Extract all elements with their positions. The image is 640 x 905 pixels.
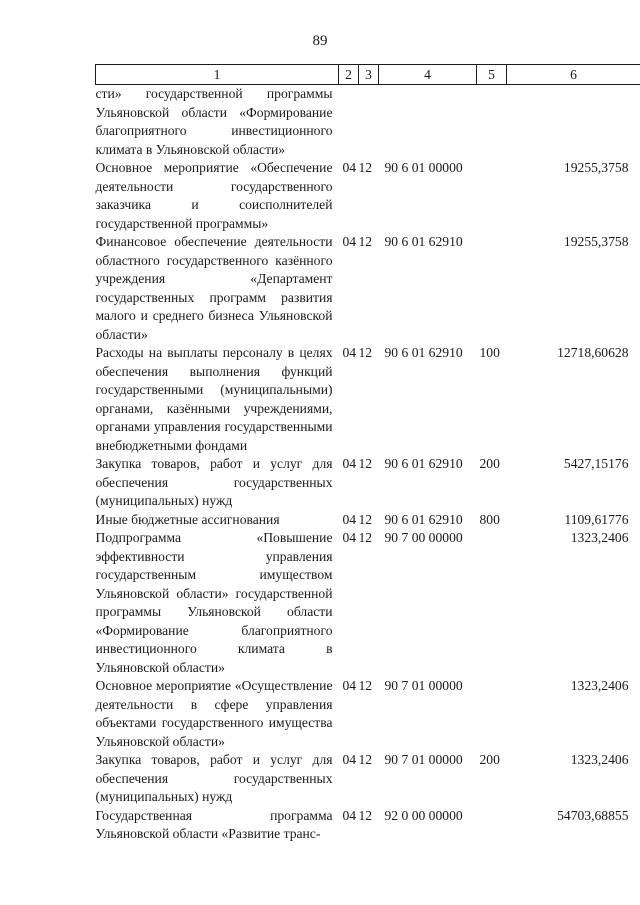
header-col-6: 6 bbox=[507, 65, 640, 85]
row-description: Государственная программа Ульяновской области «Развитие транс- bbox=[95, 807, 333, 841]
row-description: Расходы на выплаты персоналу в целях обеспечения выполнения функций государственными (муниципальными) органами, казёнными учреждениями, органами управления государственными внебюджетными фондами bbox=[95, 345, 333, 453]
header-col-3: 3 bbox=[359, 65, 379, 85]
row-target-code bbox=[379, 85, 477, 160]
row-description: Закупка товаров, работ и услуг для обеспечения государственных (муниципальных) нужд bbox=[95, 456, 333, 508]
row-expense-type bbox=[477, 159, 507, 233]
row-expense-type bbox=[477, 677, 507, 751]
row-target-code: 90 7 01 00000 bbox=[384, 752, 463, 767]
row-section: 04 bbox=[342, 160, 357, 175]
row-amount: 5427,15176 bbox=[563, 456, 629, 471]
row-description: Основное мероприятие «Обеспечение деятельности государственного заказчика и соисполнителей государственной программы» bbox=[95, 160, 333, 231]
row-expense-type: 200 bbox=[479, 752, 500, 767]
row-expense-type bbox=[477, 807, 507, 844]
row-expense-type: 800 bbox=[479, 511, 500, 527]
row-description: Финансовое обеспечение деятельности областного государственного казённого учреждения «Департамент государственных программ развития малого и среднего бизнеса Ульяновской области» bbox=[95, 234, 333, 342]
row-subsection bbox=[359, 85, 379, 160]
row-amount: 1323,2406 bbox=[570, 530, 629, 545]
row-target-code: 92 0 00 00000 bbox=[384, 807, 463, 823]
row-amount: 19255,3758 bbox=[563, 234, 629, 249]
row-subsection: 12 bbox=[358, 678, 373, 693]
row-amount: 12718,60628 bbox=[557, 345, 629, 360]
row-target-code: 90 6 01 62910 bbox=[384, 345, 463, 360]
table-row bbox=[96, 677, 640, 751]
table-row bbox=[96, 455, 640, 511]
row-target-code: 90 6 01 62910 bbox=[384, 456, 463, 471]
header-col-5: 5 bbox=[477, 65, 507, 85]
row-expense-type bbox=[477, 529, 507, 677]
row-section: 04 bbox=[342, 807, 357, 823]
row-target-code: 90 6 01 62910 bbox=[384, 511, 463, 527]
row-target-code: 90 6 01 62910 bbox=[384, 234, 463, 249]
table-row bbox=[96, 159, 640, 233]
row-section: 04 bbox=[342, 234, 357, 249]
table-body bbox=[96, 85, 640, 844]
table-row bbox=[96, 529, 640, 677]
row-target-code: 90 7 00 00000 bbox=[384, 530, 463, 545]
row-subsection: 12 bbox=[358, 234, 373, 249]
row-amount bbox=[507, 85, 640, 160]
row-section: 04 bbox=[342, 511, 357, 527]
row-subsection: 12 bbox=[358, 807, 373, 823]
row-expense-type bbox=[477, 233, 507, 344]
row-target-code: 90 7 01 00000 bbox=[384, 678, 463, 693]
page-number: 89 bbox=[312, 33, 328, 49]
row-expense-type bbox=[477, 85, 507, 160]
row-section bbox=[339, 85, 359, 160]
row-section: 04 bbox=[342, 752, 357, 767]
row-subsection: 12 bbox=[358, 160, 373, 175]
row-expense-type: 200 bbox=[479, 456, 500, 471]
row-description: Закупка товаров, работ и услуг для обеспечения государственных (муниципальных) нужд bbox=[95, 752, 333, 804]
row-subsection: 12 bbox=[358, 752, 373, 767]
row-amount: 54703,68855 bbox=[557, 807, 629, 823]
row-description: Подпрограмма «Повышение эффективности управления государственным имуществом Ульяновской области» государственной программы Ульяновской области «Формирование благоприятного инвестиционного климата в Ульяновской области» bbox=[95, 530, 333, 675]
row-description: Иные бюджетные ассигнования bbox=[95, 511, 280, 527]
row-description: сти» государственной программы Ульяновской области «Формирование благоприятного инвестиционного климата в Ульяновской области» bbox=[95, 86, 333, 157]
row-section: 04 bbox=[342, 345, 357, 360]
row-subsection: 12 bbox=[358, 345, 373, 360]
table-row bbox=[96, 751, 640, 807]
row-subsection: 12 bbox=[358, 511, 373, 527]
table-row bbox=[96, 807, 640, 844]
table-row bbox=[96, 85, 640, 160]
row-amount: 19255,3758 bbox=[563, 160, 629, 175]
row-target-code: 90 6 01 00000 bbox=[384, 160, 463, 175]
row-subsection: 12 bbox=[358, 456, 373, 471]
header-row bbox=[96, 65, 640, 85]
row-amount: 1323,2406 bbox=[570, 678, 629, 693]
row-description: Основное мероприятие «Осуществление деятельности в сфере управления объектами государственного имущества Ульяновской области» bbox=[95, 678, 333, 749]
row-section: 04 bbox=[342, 456, 357, 471]
header-col-1: 1 bbox=[96, 65, 339, 85]
row-amount: 1323,2406 bbox=[570, 752, 629, 767]
table-row bbox=[96, 233, 640, 344]
header-col-2: 2 bbox=[339, 65, 359, 85]
row-expense-type: 100 bbox=[479, 345, 500, 360]
table-row bbox=[96, 511, 640, 530]
header-col-4: 4 bbox=[379, 65, 477, 85]
row-section: 04 bbox=[342, 678, 357, 693]
row-section: 04 bbox=[342, 530, 357, 545]
row-amount: 1109,61776 bbox=[564, 511, 629, 527]
row-subsection: 12 bbox=[358, 530, 373, 545]
table-row bbox=[96, 344, 640, 455]
table-header bbox=[96, 65, 640, 85]
budget-table bbox=[95, 64, 640, 844]
